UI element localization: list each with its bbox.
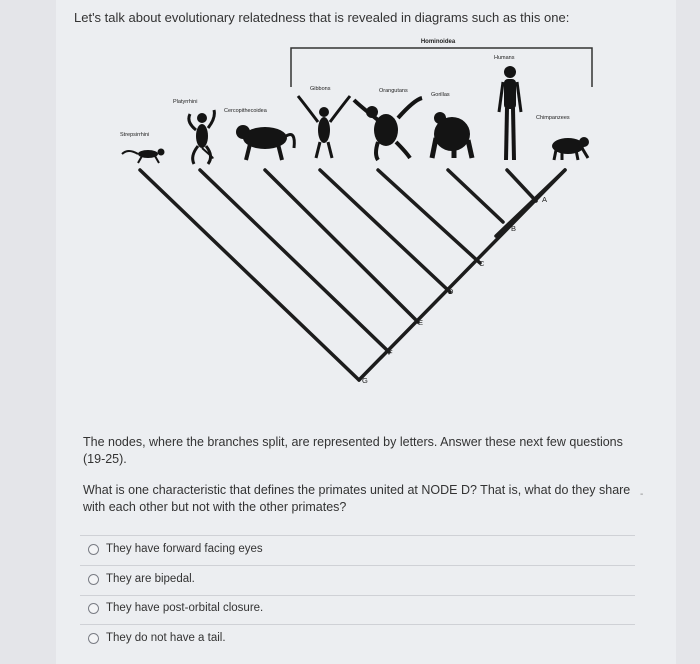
intro-text: Let's talk about evolutionary relatedness that is revealed in diagrams such as this one: (74, 10, 570, 25)
radio-button-icon[interactable] (88, 544, 99, 555)
orangutan-icon (354, 98, 422, 160)
taxon-label-orangutans: Orangutans (379, 88, 408, 94)
chimpanzee-icon (552, 137, 589, 160)
taxon-label-platyrrhini: Platyrrhini (173, 99, 198, 105)
divider (80, 595, 635, 596)
taxon-label-cercopithecoidea: Cercopithecoidea (224, 108, 267, 114)
human-icon (499, 66, 521, 160)
branch-strepsirrhini (140, 170, 359, 380)
answer-option-label: They do not have a tail. (106, 632, 226, 644)
hominoidea-bracket (291, 48, 592, 87)
node-label-f: F (388, 348, 393, 357)
answer-option-1[interactable] (88, 543, 263, 555)
radio-button-icon[interactable] (88, 603, 99, 614)
taxon-label-gibbons: Gibbons (310, 86, 331, 92)
node-label-d: D (448, 287, 454, 296)
gorilla-icon (432, 112, 472, 158)
node-label-b: B (511, 224, 517, 233)
spider-monkey-icon (189, 110, 215, 164)
answer-option-4[interactable] (88, 632, 226, 644)
branch-cercopithecoidea (265, 170, 418, 322)
divider (80, 565, 635, 566)
answer-option-label: They are bipedal. (106, 573, 195, 585)
edge-mark: - (640, 489, 644, 500)
answer-option-label: They have forward facing eyes (106, 543, 263, 555)
answer-option-3[interactable] (88, 602, 263, 614)
answer-option-2[interactable] (88, 573, 195, 585)
gibbon-icon (298, 96, 350, 158)
question-prompt: What is one characteristic that defines the primates united at NODE D? That is, what do they share with each other but not with the other primates? (83, 483, 631, 514)
radio-button-icon[interactable] (88, 574, 99, 585)
taxon-label-chimpanzees: Chimpanzees (536, 115, 570, 121)
answer-option-label: They have post-orbital closure. (106, 602, 264, 614)
taxon-label-humans: Humans (494, 55, 515, 61)
cladogram (110, 30, 630, 400)
branch-gibbons (320, 170, 450, 292)
node-label-e: E (418, 318, 424, 327)
baboon-icon (236, 125, 294, 160)
lemur-icon (122, 149, 165, 164)
question-context: The nodes, where the branches split, are represented by letters. Answer these next few questions (19-25). (83, 435, 623, 466)
divider (80, 624, 635, 625)
hominoidea-label: Hominoidea (420, 39, 456, 45)
branch-humans (507, 170, 536, 201)
taxon-label-gorillas: Gorillas (431, 92, 450, 98)
taxon-label-strepsirrhini: Strepsirrhini (120, 132, 150, 138)
node-label-a: A (542, 195, 548, 204)
node-label-g: G (362, 376, 368, 385)
node-label-c: C (479, 259, 485, 268)
divider (80, 535, 635, 536)
branch-gorillas (448, 170, 503, 222)
radio-button-icon[interactable] (88, 633, 99, 644)
